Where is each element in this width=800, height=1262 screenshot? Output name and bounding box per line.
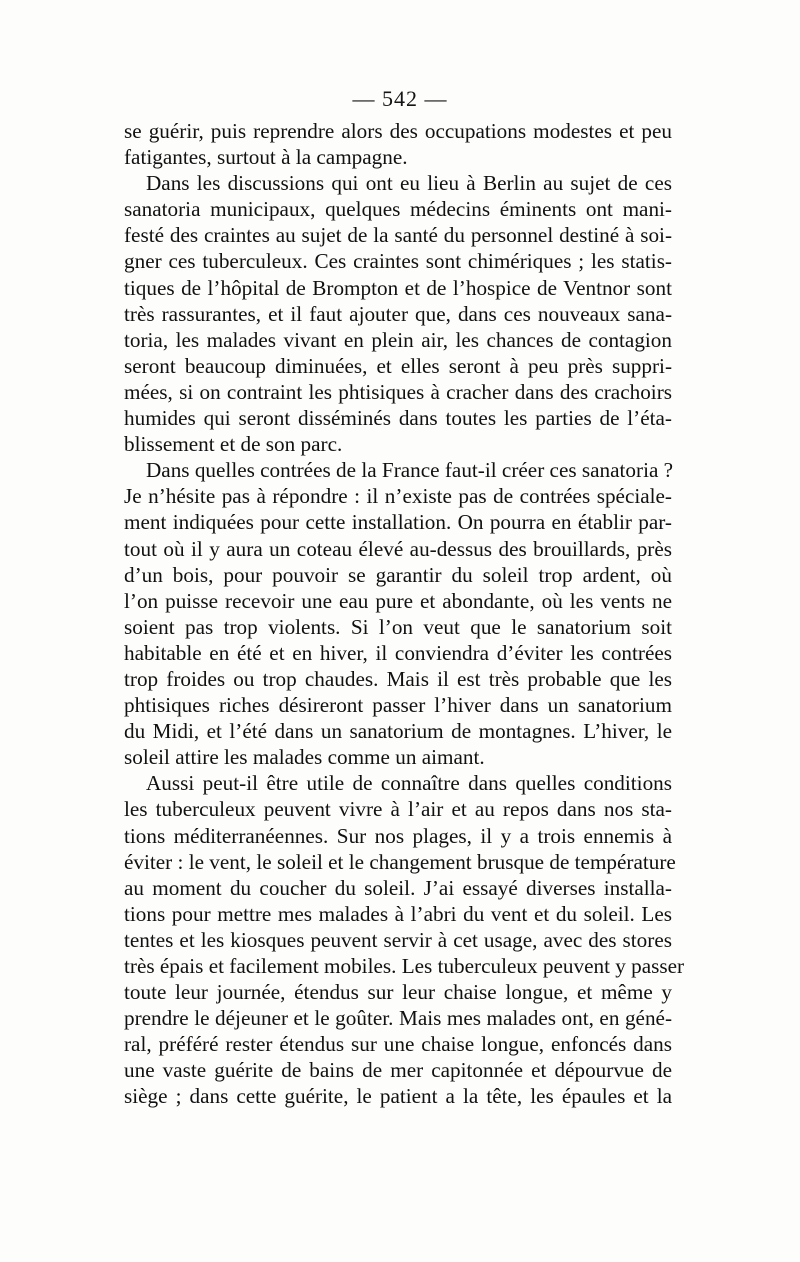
text-line: l’on puisse recevoir une eau pure et abondante, où les vents ne bbox=[124, 588, 672, 613]
text-line: tout où il y aura un coteau élevé au-dessus des brouillards, près bbox=[124, 536, 672, 561]
text-line: trop froides ou trop chaudes. Mais il est très probable que les bbox=[124, 666, 672, 691]
text-line: seront beaucoup diminuées, et elles seront à peu près suppri- bbox=[124, 353, 672, 378]
text-line: tions méditerranéennes. Sur nos plages, il y a trois ennemis à bbox=[124, 823, 672, 848]
text-line: ment indiquées pour cette installation. On pourra en établir par- bbox=[124, 510, 672, 535]
text-line: très rassurantes, et il faut ajouter que, dans ces nouveaux sana- bbox=[124, 301, 672, 326]
text-line: prendre le déjeuner et le goûter. Mais mes malades ont, en géné- bbox=[124, 1006, 672, 1031]
text-line: une vaste guérite de bains de mer capitonnée et dépourvue de bbox=[124, 1058, 672, 1083]
text-line: Dans les discussions qui ont eu lieu à Berlin au sujet de ces bbox=[146, 171, 672, 196]
text-line: mées, si on contraint les phtisiques à cracher dans des crachoirs bbox=[124, 379, 672, 404]
text-line: humides qui seront disséminés dans toutes les parties de l’éta- bbox=[124, 406, 672, 431]
text-line: d’un bois, pour pouvoir se garantir du soleil trop ardent, où bbox=[124, 562, 672, 587]
text-line: éviter : le vent, le soleil et le changement brusque de température bbox=[124, 849, 676, 874]
text-line: se guérir, puis reprendre alors des occupations modestes et peu bbox=[124, 119, 672, 143]
page-number: — 542 — bbox=[352, 86, 448, 111]
text-line: soient pas trop violents. Si l’on veut que le sanatorium soit bbox=[124, 614, 672, 639]
text-line: gner ces tuberculeux. Ces craintes sont chimériques ; les statis- bbox=[124, 249, 672, 274]
text-line: siège ; dans cette guérite, le patient a la tête, les épaules et la bbox=[124, 1084, 672, 1109]
text-line: tions pour mettre mes malades à l’abri du vent et du soleil. Les bbox=[124, 901, 672, 926]
text-line: habitable en été et en hiver, il conviendra d’éviter les contrées bbox=[124, 640, 672, 665]
text-line: tentes et les kiosques peuvent servir à cet usage, avec des stores bbox=[124, 927, 672, 952]
text-line: toute leur journée, étendus sur leur chaise longue, et même y bbox=[124, 980, 672, 1005]
text-line: tiques de l’hôpital de Brompton et de l’hospice de Ventnor sont bbox=[124, 275, 672, 300]
text-line: soleil attire les malades comme un aimant. bbox=[124, 745, 485, 770]
text-line: Je n’hésite pas à répondre : il n’existe pas de contrées spéciale- bbox=[124, 484, 672, 509]
text-line: sanatoria municipaux, quelques médecins éminents ont mani- bbox=[124, 197, 672, 222]
text-line: ral, préféré rester étendus sur une chaise longue, enfoncés dans bbox=[124, 1032, 672, 1057]
text-line: phtisiques riches désireront passer l’hiver dans un sanatorium bbox=[124, 693, 672, 718]
text-line: Aussi peut-il être utile de connaître dans quelles conditions bbox=[146, 771, 672, 796]
text-line: toria, les malades vivant en plein air, les chances de contagion bbox=[124, 327, 672, 352]
text-line: les tuberculeux peuvent vivre à l’air et au repos dans nos sta- bbox=[124, 797, 672, 822]
text-line: blissement et de son parc. bbox=[124, 432, 343, 457]
text-line: au moment du coucher du soleil. J’ai essayé diverses installa- bbox=[124, 875, 672, 900]
text-line: très épais et facilement mobiles. Les tuberculeux peuvent y passer bbox=[124, 954, 685, 978]
text-line: Dans quelles contrées de la France faut-il créer ces sanatoria ? bbox=[146, 458, 674, 483]
body-text bbox=[124, 118, 685, 1110]
text-line: du Midi, et l’été dans un sanatorium de montagnes. L’hiver, le bbox=[124, 719, 672, 744]
text-line: festé des craintes au sujet de la santé du personnel destiné à soi- bbox=[124, 223, 672, 248]
text-line: fatigantes, surtout à la campagne. bbox=[124, 145, 408, 170]
